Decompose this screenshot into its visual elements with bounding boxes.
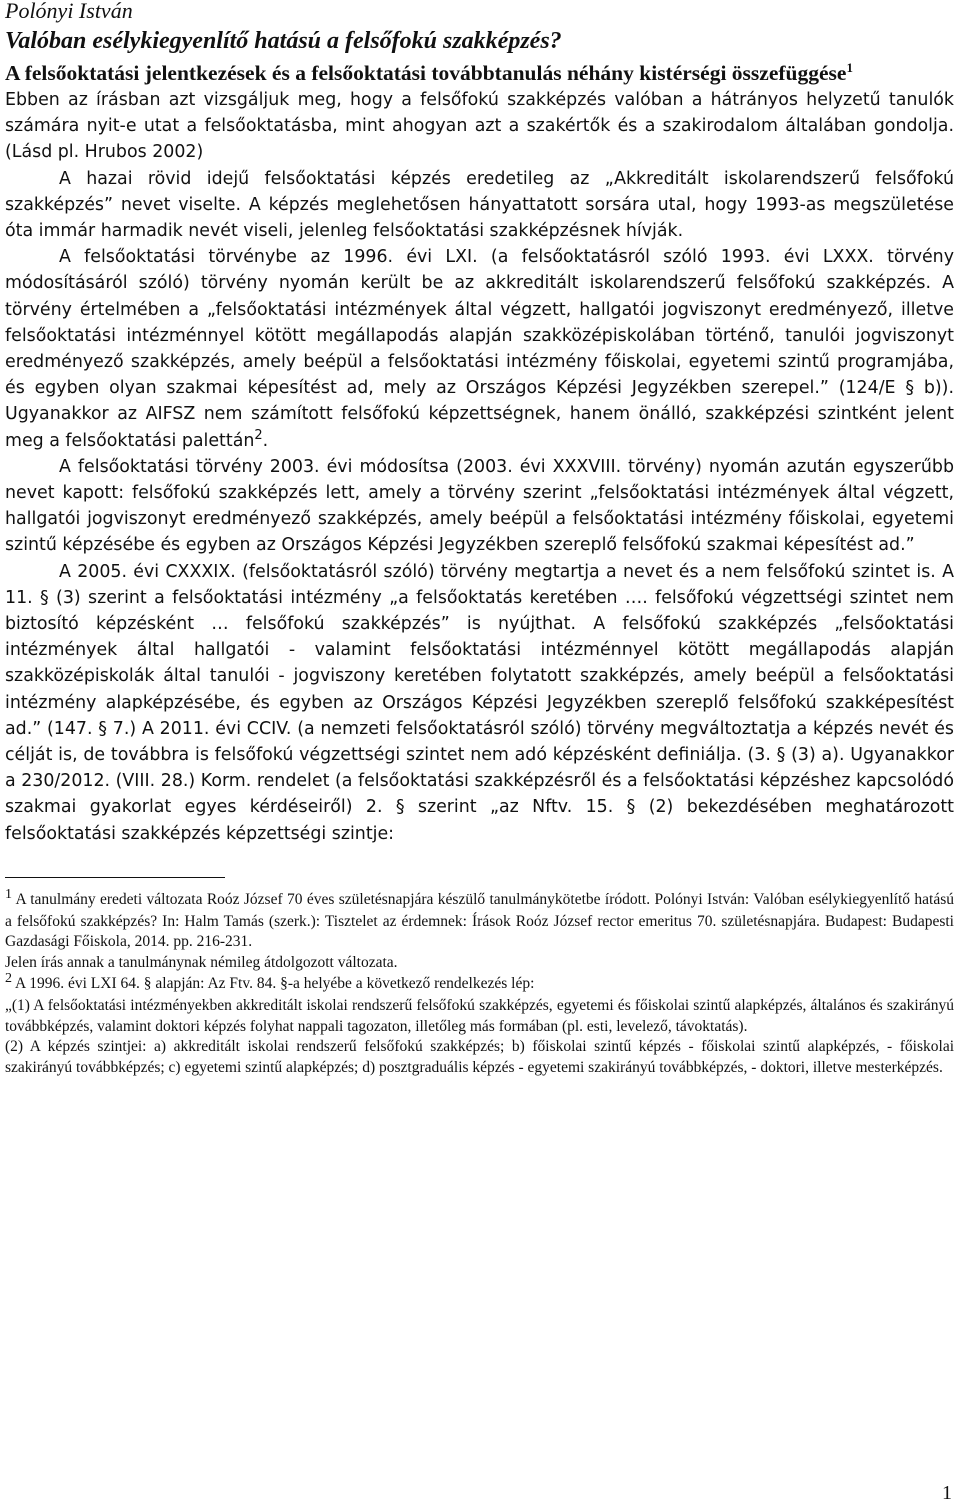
footnote-1-text: A tanulmány eredeti változata Roóz József 70 éves születésnapjára készülő tanulmánykötetbe íródott. Polónyi István: Valóban esélykiegyenlítő hatású a felsőfokú szakképzés? In: Halm Tamás (szerk.): Tisztelet az érdemnek: Írások Roóz József rector emeritus 70. születésnapjára. Budapest: Budapesti Gazdasági Főiskola, 2014. pp. 216-231. — [5, 890, 955, 951]
footnote-ref-2[interactable]: 2 — [254, 427, 263, 443]
page-number: 1 — [942, 1482, 952, 1504]
paragraph-1996-law-end: . — [262, 430, 269, 451]
paragraph-2005-2011-law: A 2005. évi CXXXIX. (felsőoktatásról szóló) törvény megtartja a nevet és a nem felsőfokú szintet is. A 11. § (3) szerint a felsőoktatási intézmény „a felsőoktatás keretében …. felsőfokú végzettségi szintet nem biztosító képzésként … felsőfokú szakképzés” is nyújthat. A felsőfokú szakképzés „felsőoktatási intézmények által hallgatói - valamint felsőoktatási intézménnyel kötött megállapodás alapján szakközépiskolák által tanulói - jogviszony keretében folytatott szakképzés, amely beépül a felsőoktatási intézmény alapképzésébe, és egyben az Országos Képzési Jegyzékben szereplő felsőfokú szakképesítést ad.” (147. § 7.) A 2011. évi CCIV. (a nemzeti felsőoktatásról szóló) törvény megváltoztatja a képzés nevét és célját is, de továbbra is felsőfokú végzettségi szintet nem adó képzésként definiálja. (3. § (3) a). Ugyanakkor a 230/2012. (VIII. 28.) Korm. rendelet (a felsőoktatási szakképzésről és a felsőoktatási képzéshez kapcsolódó szakmai gyakorlat egyes kérdéseiről) 2. § szerint „az Nftv. 15. § (2) bekezdésében meghatározott felsőoktatási szakképzés képzettségi szintje: — [5, 561, 954, 844]
article-title: Valóban esélykiegyenlítő hatású a felsőfokú szakképzés? — [5, 28, 562, 54]
footnote-1 — [5, 886, 955, 953]
subtitle-text: A felsőoktatási jelentkezések és a felsőoktatási továbbtanulás néhány kistérségi összefüggése — [5, 61, 847, 85]
footnote-1-mark: 1 — [5, 886, 12, 902]
footnote-2-quote-1: „(1) A felsőoktatási intézményekben akkreditált iskolai rendszerű felsőfokú szakképzés, egyetemi és főiskolai szintű alapképzés, általános és szakirányú továbbképzés, valamint doktori képzés folyhat nappali tagozaton, illetőleg más formában (pl. esti, levelező, távoktatás). — [5, 996, 954, 1035]
footnote-2 — [5, 971, 954, 996]
footnote-1-note: Jelen írás annak a tanulmánynak némileg átdolgozott változata. — [5, 954, 398, 972]
footnote-separator — [5, 877, 225, 878]
paragraph-2003-law: A felsőoktatási törvény 2003. évi módosítsa (2003. évi XXXVIII. törvény) nyomán azután egyszerűbb nevet kapott: felsőfokú szakképzés lett, amely a törvény szerint „felsőoktatási intézmények által végzett, hallgatói jogviszonyt eredményező szakképzés, amely beépül a felsőoktatási intézmény főiskolai, egyetemi szintű képzésébe és egyben az Országos Képzési Jegyzékben szereplő felsőfokú szakmai képesítést ad.” — [5, 456, 954, 556]
footnotes-section — [5, 877, 954, 1079]
footnote-2-mark: 2 — [5, 971, 12, 987]
paragraph-intro: Ebben az írásban azt vizsgáljuk meg, hogy a felsőfokú szakképzés valóban a hátrányos helyzetű tanulók számára nyit-e utat a felsőoktatásba, mint ahogyan azt a szakértők és a szakirodalom általában gondolja. (Lásd pl. Hrubos 2002) — [5, 90, 954, 163]
footnote-2-text: A 1996. évi LXI 64. § alapján: Az Ftv. 84. §-a helyébe a következő rendelkezés lép: — [15, 975, 535, 993]
paragraph-1996-law — [5, 244, 954, 454]
footnote-ref-1[interactable]: 1 — [846, 59, 853, 75]
paragraph-history: A hazai rövid idejű felsőoktatási képzés eredetileg az „Akkreditált iskolarendszerű felsőfokú szakképzés” nevet viselte. A képzés meglehetősen hányattatott sorsára utal, hogy 1993-as megszületése óta immár harmadik nevét viseli, jelenleg felsőoktatási szakképzésnek hívják. — [5, 168, 954, 242]
author-name: Polónyi István — [5, 0, 133, 23]
article-subtitle — [5, 60, 954, 87]
paragraph-1996-law-text: A felsőoktatási törvénybe az 1996. évi LXI. (a felsőoktatásról szóló 1993. évi LXXX. törvény módosításáról szóló) törvény nyomán került be az akkreditált iskolarendszerű felsőfokú szakképzés. A törvény értelmében a „felsőoktatási intézmények által végzett, hallgatói jogviszonyt eredményező, illetve felsőoktatási intézménnyel kötött megállapodás alapján szakközépiskolában történő, tanulói jogviszonyt eredményező szakképzés, amely beépül a felsőoktatási intézmény főiskolai, egyetemi szintű programjába, és egyben olyan szakmai képesítést ad, mely az Országos Képzési Jegyzékben szerepel.” (124/E § b)). Ugyanakkor az AIFSZ nem számított felsőfokú képzettségnek, hanem önálló, szakképzési szintként jelent meg a felsőoktatási palettán — [5, 247, 954, 451]
footnote-2-quote-2: (2) A képzés szintjei: a) akkreditált iskolai rendszerű felsőfokú szakképzés; b) főiskolai szintű képzés - főiskolai szintű alapképzés, - főiskolai szakirányú továbbképzés; c) egyetemi szintű alapképzés; d) posztgraduális képzés - egyetemi szakirányú továbbképzés, - doktori, illetve mesterképzés. — [5, 1038, 954, 1077]
body-text — [5, 87, 954, 847]
